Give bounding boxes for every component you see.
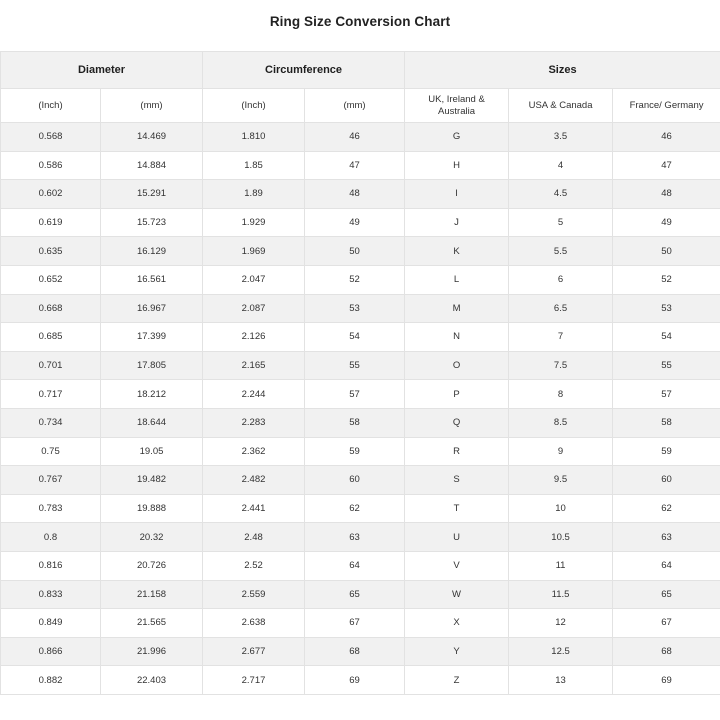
table-row (1, 237, 720, 266)
table-cell: 0.783 (1, 494, 101, 523)
table-cell: 2.283 (203, 408, 305, 437)
table-cell: 21.996 (101, 637, 203, 666)
table-cell: 57 (613, 380, 720, 409)
table-cell: 49 (305, 208, 405, 237)
group-header-sizes: Sizes (405, 52, 720, 89)
table-cell: 0.717 (1, 380, 101, 409)
table-body (1, 123, 720, 695)
table-cell: 60 (613, 466, 720, 495)
table-cell: 15.291 (101, 180, 203, 209)
table-cell: 6 (509, 265, 613, 294)
table-cell: 57 (305, 380, 405, 409)
table-cell: 0.882 (1, 666, 101, 695)
table-cell: 8.5 (509, 408, 613, 437)
table-cell: 67 (305, 609, 405, 638)
column-header-circumference-mm: (mm) (305, 89, 405, 123)
column-header-circumference-inch: (Inch) (203, 89, 305, 123)
table-cell: 1.89 (203, 180, 305, 209)
table-cell: 19.482 (101, 466, 203, 495)
table-row (1, 551, 720, 580)
table-cell: 64 (613, 551, 720, 580)
table-cell: V (405, 551, 509, 580)
table-cell: 2.677 (203, 637, 305, 666)
table-cell: 54 (305, 323, 405, 352)
table-cell: 5.5 (509, 237, 613, 266)
table-cell: 62 (305, 494, 405, 523)
table-cell: 0.568 (1, 123, 101, 152)
table-cell: 0.849 (1, 609, 101, 638)
table-cell: 68 (613, 637, 720, 666)
table-cell: J (405, 208, 509, 237)
table-cell: 2.441 (203, 494, 305, 523)
table-cell: 11.5 (509, 580, 613, 609)
table-cell: 65 (613, 580, 720, 609)
table-cell: 7.5 (509, 351, 613, 380)
table-group-header-row (1, 52, 720, 89)
table-cell: 0.635 (1, 237, 101, 266)
table-cell: L (405, 265, 509, 294)
table-cell: 0.816 (1, 551, 101, 580)
table-cell: 2.244 (203, 380, 305, 409)
table-cell: M (405, 294, 509, 323)
table-cell: 16.967 (101, 294, 203, 323)
table-cell: 22.403 (101, 666, 203, 695)
table-cell: 10.5 (509, 523, 613, 552)
table-sub-header-row (1, 89, 720, 123)
table-cell: 9.5 (509, 466, 613, 495)
table-row (1, 408, 720, 437)
table-cell: 58 (305, 408, 405, 437)
table-row (1, 294, 720, 323)
column-header-diameter-mm: (mm) (101, 89, 203, 123)
table-cell: 1.969 (203, 237, 305, 266)
table-cell: 68 (305, 637, 405, 666)
table-cell: 0.586 (1, 151, 101, 180)
table-cell: 46 (305, 123, 405, 152)
table-cell: K (405, 237, 509, 266)
table-cell: T (405, 494, 509, 523)
table-cell: X (405, 609, 509, 638)
table-cell: 13 (509, 666, 613, 695)
table-cell: 12.5 (509, 637, 613, 666)
table-cell: 55 (613, 351, 720, 380)
table-cell: 2.52 (203, 551, 305, 580)
table-cell: 21.158 (101, 580, 203, 609)
table-cell: 54 (613, 323, 720, 352)
table-row (1, 351, 720, 380)
table-cell: 47 (305, 151, 405, 180)
table-cell: 0.8 (1, 523, 101, 552)
table-cell: 21.565 (101, 609, 203, 638)
table-cell: 10 (509, 494, 613, 523)
table-cell: Y (405, 637, 509, 666)
table-cell: 0.75 (1, 437, 101, 466)
table-cell: 48 (613, 180, 720, 209)
table-cell: 0.866 (1, 637, 101, 666)
table-cell: H (405, 151, 509, 180)
table-cell: 50 (305, 237, 405, 266)
table-cell: 3.5 (509, 123, 613, 152)
table-cell: 2.482 (203, 466, 305, 495)
table-cell: 0.767 (1, 466, 101, 495)
table-row (1, 323, 720, 352)
table-cell: 17.399 (101, 323, 203, 352)
table-row (1, 380, 720, 409)
table-cell: 0.833 (1, 580, 101, 609)
table-cell: P (405, 380, 509, 409)
table-cell: 18.212 (101, 380, 203, 409)
table-cell: 2.717 (203, 666, 305, 695)
table-cell: 15.723 (101, 208, 203, 237)
table-cell: 2.087 (203, 294, 305, 323)
table-head (1, 52, 720, 123)
table-cell: 62 (613, 494, 720, 523)
table-cell: 7 (509, 323, 613, 352)
table-cell: 17.805 (101, 351, 203, 380)
table-row (1, 151, 720, 180)
table-cell: 20.726 (101, 551, 203, 580)
table-cell: 4 (509, 151, 613, 180)
group-header-diameter: Diameter (1, 52, 203, 89)
table-cell: 11 (509, 551, 613, 580)
table-cell: W (405, 580, 509, 609)
table-cell: 1.85 (203, 151, 305, 180)
table-cell: 6.5 (509, 294, 613, 323)
table-cell: 52 (305, 265, 405, 294)
table-cell: 2.48 (203, 523, 305, 552)
table-cell: Q (405, 408, 509, 437)
table-cell: 69 (613, 666, 720, 695)
table-cell: 63 (613, 523, 720, 552)
table-cell: 0.602 (1, 180, 101, 209)
table-cell: 63 (305, 523, 405, 552)
table-row (1, 609, 720, 638)
table-cell: 4.5 (509, 180, 613, 209)
table-cell: G (405, 123, 509, 152)
column-header-usa-canada: USA & Canada (509, 89, 613, 123)
table-row (1, 580, 720, 609)
table-cell: 58 (613, 408, 720, 437)
table-cell: 52 (613, 265, 720, 294)
table-cell: 0.701 (1, 351, 101, 380)
table-row (1, 437, 720, 466)
table-row (1, 180, 720, 209)
table-cell: 50 (613, 237, 720, 266)
table-cell: S (405, 466, 509, 495)
table-row (1, 523, 720, 552)
table-cell: O (405, 351, 509, 380)
table-row (1, 666, 720, 695)
table-cell: I (405, 180, 509, 209)
table-cell: 0.685 (1, 323, 101, 352)
table-cell: 60 (305, 466, 405, 495)
table-cell: 19.888 (101, 494, 203, 523)
table-row (1, 208, 720, 237)
table-cell: 2.047 (203, 265, 305, 294)
table-cell: R (405, 437, 509, 466)
table-cell: Z (405, 666, 509, 695)
table-cell: 55 (305, 351, 405, 380)
table-cell: 2.559 (203, 580, 305, 609)
table-cell: 1.929 (203, 208, 305, 237)
table-cell: 0.668 (1, 294, 101, 323)
table-cell: 47 (613, 151, 720, 180)
table-cell: 12 (509, 609, 613, 638)
table-cell: 9 (509, 437, 613, 466)
table-cell: 48 (305, 180, 405, 209)
table-row (1, 265, 720, 294)
table-cell: 0.652 (1, 265, 101, 294)
table-cell: 67 (613, 609, 720, 638)
table-cell: 59 (613, 437, 720, 466)
table-cell: 14.884 (101, 151, 203, 180)
table-cell: 18.644 (101, 408, 203, 437)
table-row (1, 123, 720, 152)
table-cell: N (405, 323, 509, 352)
table-cell: 46 (613, 123, 720, 152)
table-cell: 65 (305, 580, 405, 609)
column-header-uk-ireland-australia: UK, Ireland & Australia (405, 89, 509, 123)
table-cell: 1.810 (203, 123, 305, 152)
table-cell: 53 (613, 294, 720, 323)
column-header-france-germany: France/ Germany (613, 89, 720, 123)
table-cell: 0.619 (1, 208, 101, 237)
page-title: Ring Size Conversion Chart (269, 14, 451, 29)
table-cell: U (405, 523, 509, 552)
table-cell: 5 (509, 208, 613, 237)
column-header-diameter-inch: (Inch) (1, 89, 101, 123)
table-cell: 2.126 (203, 323, 305, 352)
table-cell: 2.165 (203, 351, 305, 380)
table-row (1, 494, 720, 523)
table-cell: 14.469 (101, 123, 203, 152)
table-cell: 49 (613, 208, 720, 237)
table-cell: 69 (305, 666, 405, 695)
table-cell: 59 (305, 437, 405, 466)
table-cell: 20.32 (101, 523, 203, 552)
table-cell: 2.638 (203, 609, 305, 638)
table-cell: 16.129 (101, 237, 203, 266)
table-cell: 53 (305, 294, 405, 323)
table-cell: 19.05 (101, 437, 203, 466)
group-header-circumference: Circumference (203, 52, 405, 89)
table-row (1, 466, 720, 495)
table-cell: 0.734 (1, 408, 101, 437)
table-cell: 64 (305, 551, 405, 580)
ring-size-table (0, 51, 720, 695)
table-cell: 8 (509, 380, 613, 409)
table-cell: 2.362 (203, 437, 305, 466)
table-cell: 16.561 (101, 265, 203, 294)
table-row (1, 637, 720, 666)
